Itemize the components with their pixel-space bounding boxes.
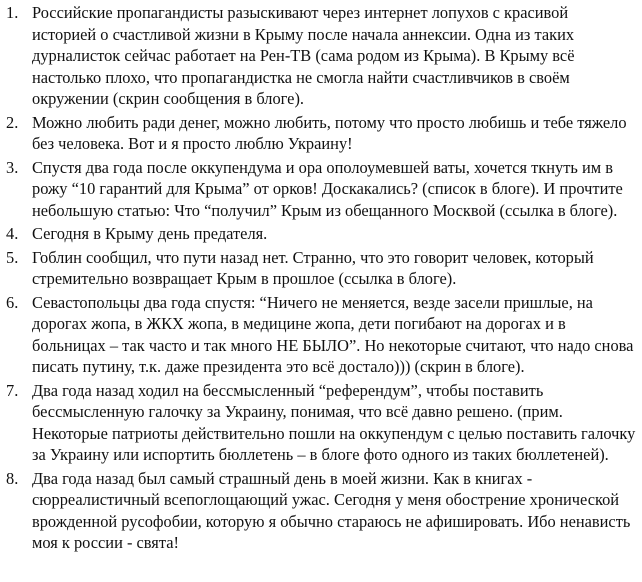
- list-item-text: Спустя два года после оккупендума и ора ополоумевшей ваты, хочется ткнуть им в рожу “10 гарантий для Крыма” от орков! Доскакались? (список в блоге). И прочтите небольшую статью: Что “получил” Крым из обещанного Москвой (ссылка в блоге).: [32, 157, 623, 220]
- list-item-number: 8.: [6, 468, 19, 488]
- list-item-text: Российские пропагандисты разыскивают через интернет лопухов с красивой историей о счастливой жизни в Крыму после начала аннексии. Одна из таких дурналисток сейчас работает на Рен-ТВ (сама родом из Крыма). В Крыму всё настолько плохо, что пропагандистка не смогла найти счастливчиков в своём окружении (скрин сообщения в блоге).: [32, 3, 575, 108]
- list-item: [0, 2, 636, 110]
- list-item: [0, 247, 636, 290]
- list-item-text: Два года назад был самый страшный день в моей жизни. Как в книгах - сюрреалистичный всепоглощающий ужас. Сегодня у меня обострение хронической врожденной русофобии, которую я обычно стараюсь не афишировать. Ибо ненависть моя к россии - свята!: [32, 468, 631, 552]
- list-item: [0, 112, 636, 155]
- numbered-list: [0, 2, 636, 554]
- list-item-text: Можно любить ради денег, можно любить, потому что просто любишь и тебе тяжело без человека. Вот и я просто люблю Украину!: [32, 112, 627, 153]
- list-item: [0, 292, 636, 378]
- list-item: [0, 468, 636, 554]
- list-item: [0, 223, 636, 245]
- list-item-number: 5.: [6, 247, 19, 267]
- list-item-text: Сегодня в Крыму день предателя.: [32, 224, 268, 243]
- list-item: [0, 380, 636, 466]
- list-item-number: 1.: [6, 3, 19, 22]
- list-item-number: 2.: [6, 112, 19, 132]
- list-item-text: Гоблин сообщил, что пути назад нет. Странно, что это говорит человек, который стремительно возвращает Крым в прошлое (ссылка в блоге).: [32, 247, 594, 288]
- list-item-number: 7.: [6, 380, 19, 400]
- list-item: [0, 157, 636, 222]
- list-item-number: 6.: [6, 292, 19, 312]
- list-item-text: Два года назад ходил на бессмысленный “референдум”, чтобы поставить бессмысленную галочку за Украину, понимая, что всё давно решено. (прим. Некоторые патриоты действительно пошли на оккупендум с целью поставить галочку за Украину или испортить бюллетень – в блоге фото одного из таких бюллетеней).: [32, 380, 636, 464]
- list-item-number: 4.: [6, 224, 19, 243]
- list-item-text: Севастопольцы два года спустя: “Ничего не меняется, везде засели пришлые, на дорогах жопа, в ЖКХ жопа, в медицине жопа, дети погибают на дорогах и в больницах – так часто и так много НЕ БЫЛО”. Но некоторые считают, что надо снова писать путину, т.к. даже президента это всё достало))) (скрин в блоге).: [32, 292, 634, 376]
- list-item-number: 3.: [6, 157, 19, 177]
